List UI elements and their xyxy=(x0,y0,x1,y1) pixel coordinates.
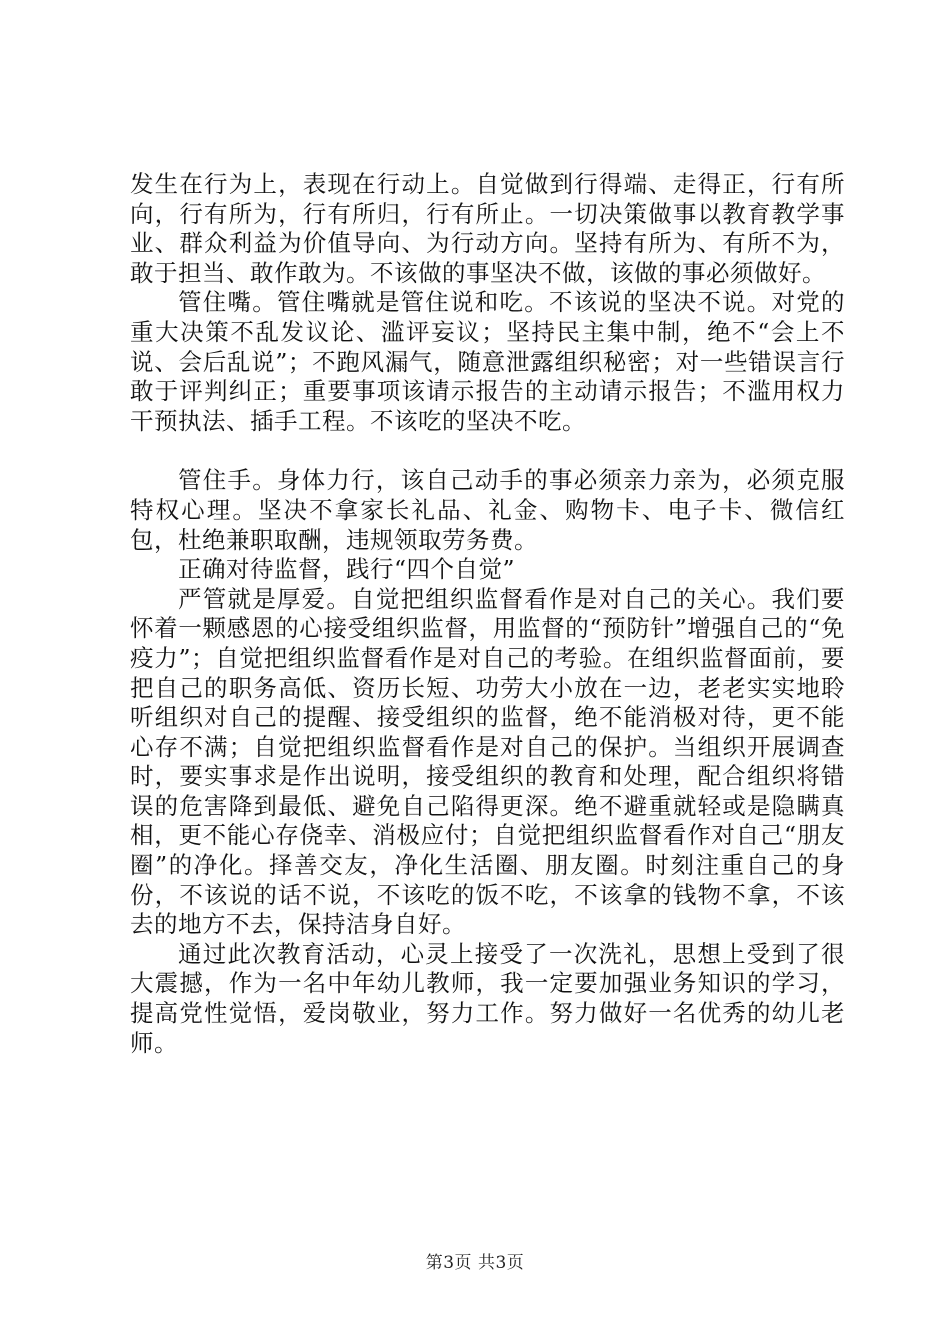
paragraph-guard-hands: 管住手。身体力行，该自己动手的事必须亲力亲为，必须克服特权心理。坚决不拿家长礼品、礼金、购物卡、电子卡、微信红包，杜绝兼职取酬，违规领取劳务费。 xyxy=(130,466,845,554)
paragraph-continued: 发生在行为上，表现在行动上。自觉做到行得端、走得正，行有所向，行有所为，行有所归，行有所止。一切决策做事以教育教学事业、群众利益为价值导向、为行动方向。坚持有所为、有所不为，敢于担当、敢作敢为。不该做的事坚决不做，该做的事必须做好。 xyxy=(130,170,845,287)
section-heading-supervision: 正确对待监督，践行“四个自觉” xyxy=(178,555,516,584)
page-number-footer: 第3页 共3页 xyxy=(425,1253,525,1273)
paragraph-guard-mouth: 管住嘴。管住嘴就是管住说和吃。不该说的坚决不说。对党的重大决策不乱发议论、滥评妄议；坚持民主集中制，绝不“会上不说、会后乱说”；不跑风漏气，随意泄露组织秘密；对一些错误言行敢于评判纠正；重要事项该请示报告的主动请示报告；不滥用权力干预执法、插手工程。不该吃的坚决不吃。 xyxy=(130,288,845,435)
paragraph-conclusion: 通过此次教育活动，心灵上接受了一次洗礼，思想上受到了很大震撼，作为一名中年幼儿教师，我一定要加强业务知识的学习，提高党性觉悟，爱岗敬业，努力工作。努力做好一名优秀的幼儿老师。 xyxy=(130,939,845,1057)
paragraph-strict-management: 严管就是厚爱。自觉把组织监督看作是对自己的关心。我们要怀着一颗感恩的心接受组织监督，用监督的“预防针”增强自己的“免疫力”；自觉把组织监督看作是对自己的考验。在组织监督面前，要把自己的职务高低、资历长短、功劳大小放在一边，老老实实地聆听组织对自己的提醒、接受组织的监督，绝不能消极对待，更不能心存不满；自觉把组织监督看作是对自己的保护。当组织开展调查时，要实事求是作出说明，接受组织的教育和处理，配合组织将错误的危害降到最低、避免自己陷得更深。绝不避重就轻或是隐瞒真相，更不能心存侥幸、消极应付；自觉把组织监督看作对自己“朋友圈”的净化。择善交友，净化生活圈、朋友圈。时刻注重自己的身份，不该说的话不说，不该吃的饭不吃，不该拿的钱物不拿，不该去的地方不去，保持洁身自好。 xyxy=(130,584,845,939)
document-body xyxy=(130,170,845,1058)
